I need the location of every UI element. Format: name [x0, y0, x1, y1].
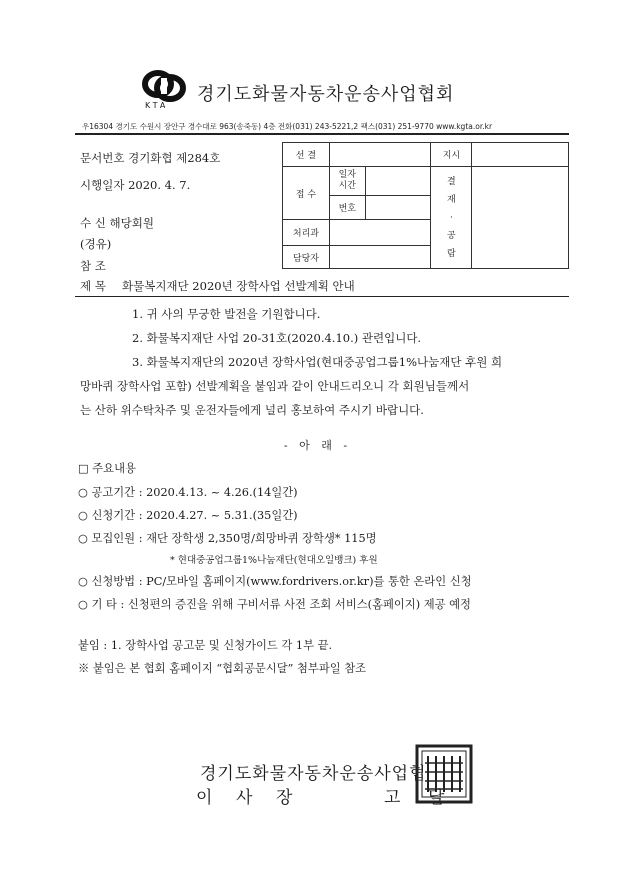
paragraph-3-line-1: 3. 화물복지재단의 2020년 장학사업(현대중공업그룹1%나눔재단 후원 희: [132, 355, 503, 369]
person-in-charge-label: 담당자: [283, 246, 330, 269]
details-heading: □ 주요내용: [78, 462, 136, 475]
official-seal-stamp: [414, 743, 474, 805]
detail-item: ○ 공고기간 : 2020.4.13. ~ 4.26.(14일간): [78, 486, 298, 499]
attachment-note: ※ 붙임은 본 협회 홈페이지 “협회공문시달” 첨부파일 참조: [78, 662, 367, 675]
address-line: 우16304 경기도 수원시 장안구 경수대로 963(송죽동) 4층 전화(031) 243-5221,2 팩스(031) 251-9770 www.kgta.or.kr: [82, 122, 493, 131]
jisi-label: 지시: [431, 143, 472, 167]
reference: 참 조: [80, 259, 106, 273]
date-time-label: 일자 시간: [329, 167, 365, 196]
footnote: * 현대중공업그룹1%나눔재단(현대오일뱅크) 후원: [170, 555, 378, 566]
subject: 화물복지재단 2020년 장학사업 선발계획 안내: [122, 279, 355, 293]
detail-item: ○ 신청기간 : 2020.4.27. ~ 5.31.(35일간): [78, 509, 298, 522]
processing-dept-cell: [329, 220, 431, 246]
date-time-cell: [365, 167, 431, 196]
logo-text: KTA: [145, 101, 169, 110]
person-in-charge-cell: [329, 246, 431, 269]
jeopsu-label: 접 수: [283, 167, 330, 220]
recipient: 수 신 해당회원: [80, 216, 154, 230]
gyeoljae-label: 결 재 · 공 람: [431, 167, 472, 269]
attachment-line: 붙임 : 1. 장학사업 공고문 및 신청가이드 각 1부 끝.: [78, 639, 333, 652]
footer-organization: 경기도화물자동차운송사업협: [200, 764, 427, 784]
subject-label: 제 목: [80, 279, 106, 293]
seongyeol-label: 선 결: [283, 143, 330, 167]
jisi-cell: [472, 143, 569, 167]
document-number: 문서번호 경기화협 제284호: [80, 151, 221, 165]
title-char: 고: [384, 788, 401, 808]
organization-name: 경기도화물자동차운송사업협회: [197, 84, 455, 105]
gyeoljae-cell: [472, 167, 569, 269]
detail-item: ○ 기 타 : 신청편의 증진을 위해 구비서류 사전 조회 서비스(홈페이지) 제공 예정: [78, 598, 471, 611]
number-cell: [365, 196, 431, 220]
footer-title: [196, 783, 444, 808]
paragraph-1: 1. 귀 사의 무궁한 발전을 기원합니다.: [132, 307, 321, 321]
subject-divider: [75, 296, 569, 297]
paragraph-3-line-2: 망바퀴 장학사업 포함) 선발계획을 붙임과 같이 안내드리오니 각 회원님들께서: [80, 379, 470, 393]
processing-dept-label: 처리과: [283, 220, 330, 246]
title-char: 장: [276, 788, 293, 808]
number-label: 번호: [329, 196, 365, 220]
notice-heading: - 아 래 -: [283, 439, 352, 452]
detail-item: ○ 모집인원 : 재단 장학생 2,350명/희망바퀴 장학생* 115명: [78, 532, 377, 545]
via: (경유): [80, 237, 112, 251]
title-char: 사: [236, 788, 253, 808]
issue-date: 시행일자 2020. 4. 7.: [80, 178, 191, 192]
title-char: 달: [428, 788, 445, 808]
header-divider: [75, 133, 569, 135]
approval-table: [282, 142, 569, 269]
title-char: 이: [196, 788, 213, 808]
detail-item: ○ 신청방법 : PC/모바일 홈페이지(www.fordrivers.or.kr)를 통한 온라인 신청: [78, 575, 472, 588]
paragraph-2: 2. 화물복지재단 사업 20-31호(2020.4.10.) 관련입니다.: [132, 331, 422, 345]
paragraph-3-line-3: 는 산하 위수탁차주 및 운전자들에게 널리 홍보하여 주시기 바랍니다.: [80, 403, 424, 417]
seongyeol-cell: [329, 143, 431, 167]
